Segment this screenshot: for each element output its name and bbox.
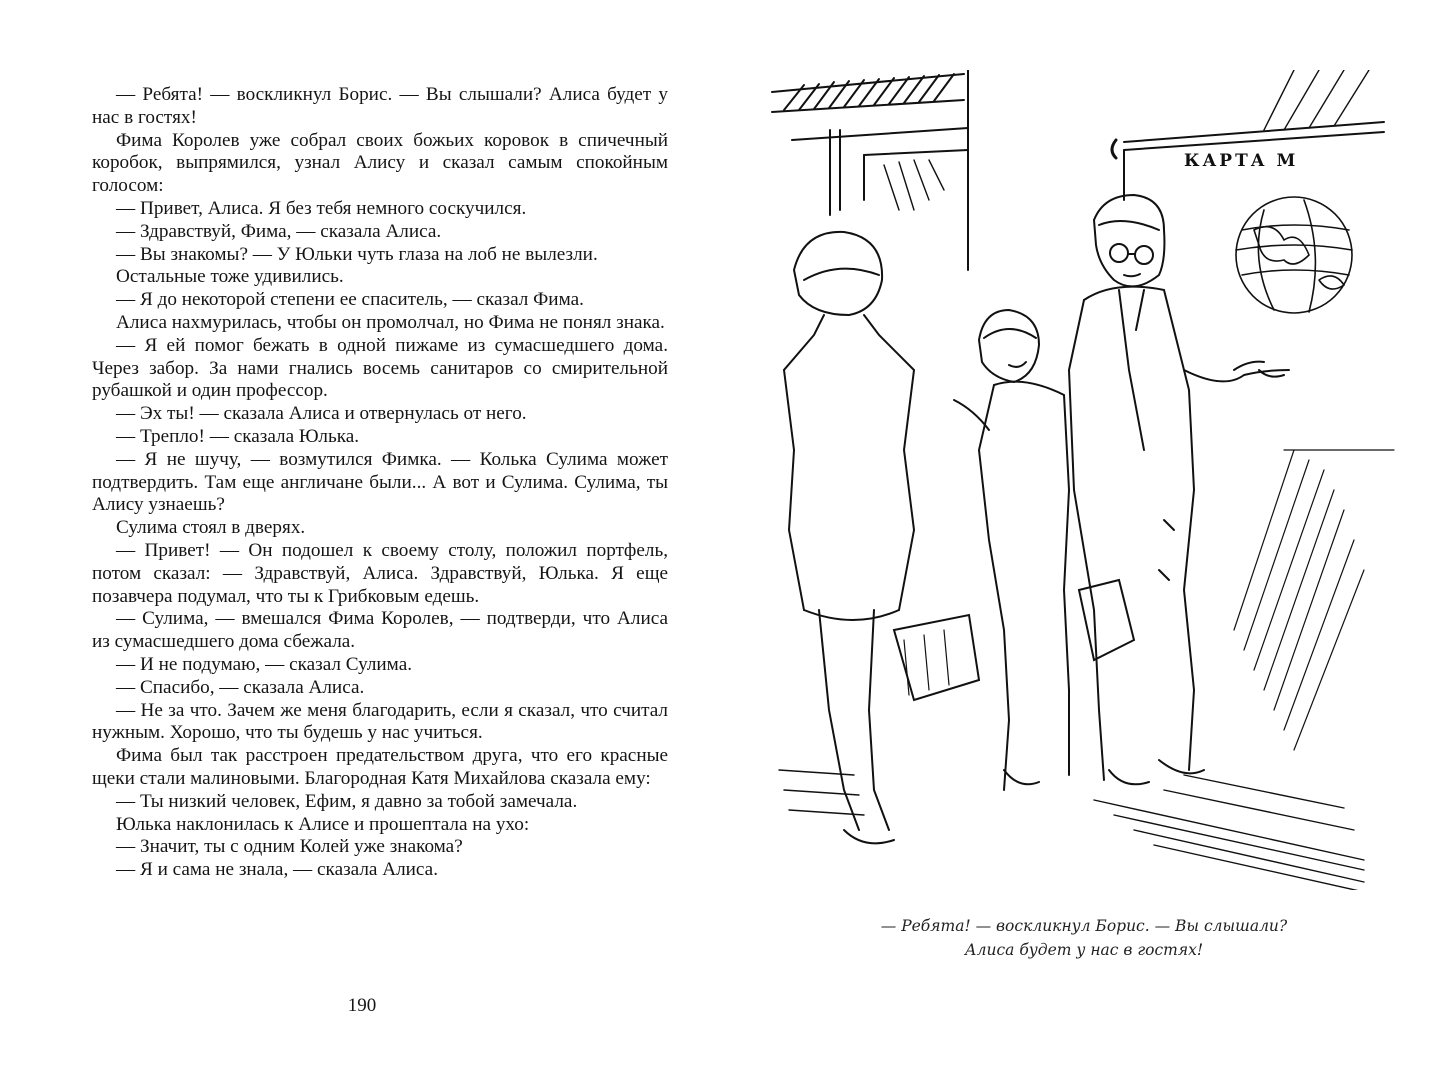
paragraph: — Привет, Алиса. Я без тебя немного соскучился. [116, 197, 527, 219]
map-lettering: КАРТА М [1184, 151, 1299, 171]
paragraph: — Я ей помог бежать в одной пижаме из сумасшедшего дома. Через забор. За нами гнались восемь санитаров со смирительной рубашкой и один профессор. [92, 334, 668, 402]
paragraph: Остальные тоже удивились. [116, 266, 344, 288]
globe-drawing [1236, 197, 1352, 313]
paragraph: — Спасибо, — сказала Алиса. [116, 676, 365, 698]
paragraph: — Вы знакомы? — У Юльки чуть глаза на лоб не вылезли. [116, 243, 598, 265]
right-page [724, 0, 1449, 1080]
paragraph: — Ребята! — воскликнул Борис. — Вы слышали? Алиса будет у нас в гостях! [92, 84, 668, 128]
paragraph: — Трепло! — сказала Юлька. [116, 425, 360, 447]
paragraph: Сулима стоял в дверях. [116, 517, 306, 539]
body-text [92, 84, 668, 882]
paragraph: Фима Королев уже собрал своих божьих коровок в спичечный коробок, выпрямился, узнал Алису и сказал самым спокойным голосом: [92, 129, 668, 197]
paragraph: Юлька наклонилась к Алисе и прошептала на ухо: [116, 813, 530, 835]
left-page [0, 0, 724, 1080]
paragraph: — И не подумаю, — сказал Сулима. [116, 653, 413, 675]
paragraph: — Ты низкий человек, Ефим, я давно за тобой замечала. [116, 790, 578, 812]
paragraph: — Сулима, — вмешался Фима Королев, — подтверди, что Алиса из сумасшедшего дома сбежала. [92, 608, 668, 653]
illustration-schoolchildren [764, 70, 1404, 890]
caption-line: Алиса будет у нас в гостях! [964, 941, 1204, 959]
girl-figure [784, 232, 979, 843]
paragraph: — Я до некоторой степени ее спаситель, — сказал Фима. [116, 289, 584, 311]
paragraph: Фима был так расстроен предательством друга, что его красные щеки стали малиновыми. Благородная Катя Михайлова сказала ему: [92, 745, 668, 789]
paragraph: — Я не шучу, — возмутился Фимка. — Колька Сулима может подтвердить. Там еще англичане были... А вот и Сулима. Сулима, ты Алису узнаешь? [92, 448, 668, 516]
paragraph: — Эх ты! — сказала Алиса и отвернулась от него. [116, 403, 527, 425]
paragraph: — Я и сама не знала, — сказала Алиса. [116, 859, 438, 881]
middle-boy-figure [954, 310, 1134, 790]
paragraph: — Значит, ты с одним Колей уже знакома? [116, 836, 463, 858]
paragraph: — Не за что. Зачем же меня благодарить, если я сказал, что считал нужным. Хорошо, что ты будешь у нас учиться. [92, 699, 668, 744]
illustration-caption [804, 914, 1364, 962]
door-frame [792, 70, 968, 270]
ceiling-hatching [772, 74, 964, 112]
wall-shading [1234, 450, 1394, 750]
tall-boy-figure [1069, 195, 1289, 784]
paragraph: — Привет! — Он подошел к своему столу, положил портфель, потом сказал: — Здравствуй, Алиса. Здравствуй, Юлька. Я еще позавчера подумал, что ты к Грибковым едешь. [92, 539, 668, 607]
floor-hatching [779, 770, 1364, 890]
map-hanger [1112, 70, 1384, 200]
paragraph: — Здравствуй, Фима, — сказала Алиса. [116, 220, 442, 242]
page-number: 190 [347, 995, 377, 1016]
paragraph: Алиса нахмурилась, чтобы он промолчал, но Фима не понял знака. [116, 311, 665, 333]
caption-line: — Ребята! — воскликнул Борис. — Вы слышали? [880, 917, 1288, 935]
